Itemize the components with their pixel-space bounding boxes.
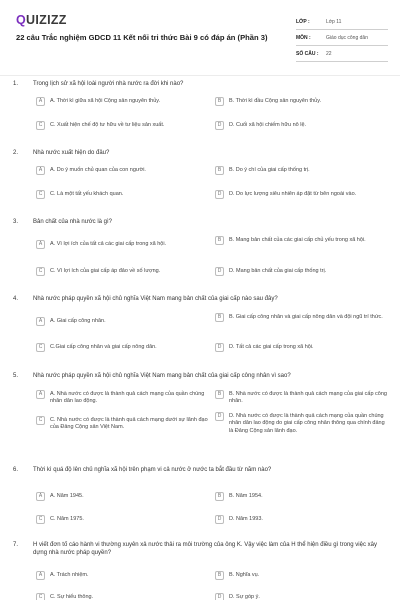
meta-question-count: SỐ CÂU : 22 <box>296 46 388 62</box>
option-d[interactable]: D D. Năm 1993. <box>215 516 389 524</box>
question-number: 4. <box>13 296 19 302</box>
option-c[interactable]: C C. Xuất hiện chế độ tư hữu về tư liệu sản xuất. <box>36 122 210 130</box>
worksheet-meta <box>296 14 388 62</box>
option-b[interactable]: B B. Do ý chí của giai cấp thống trị. <box>215 167 389 175</box>
option-d[interactable]: D D. Sự góp ý. <box>215 594 389 600</box>
option-a[interactable]: A A. Thời kì giữa xã hội Cộng sản nguyên thủy. <box>36 98 210 106</box>
question-number: 7. <box>13 542 19 548</box>
question-text: Thời kì quá độ lên chủ nghĩa xã hội trên phạm vi cả nước ở nước ta bắt đầu từ năm nào? <box>33 467 272 473</box>
meta-subject: MÔN : Giáo dục công dân <box>296 30 388 46</box>
option-b[interactable]: B B. Nghĩa vụ. <box>215 572 389 580</box>
option-d[interactable]: D D. Do lực lượng siêu nhiên áp đặt từ bên ngoài vào. <box>215 191 389 199</box>
question-number: 2. <box>13 150 19 156</box>
quizizz-logo: QUIZIZZ <box>16 13 67 27</box>
option-d[interactable]: D D. Tất cả các giai cấp trong xã hội. <box>215 344 389 352</box>
worksheet-title: 22 câu Trắc nghiệm GDCD 11 Kết nối tri thức Bài 9 có đáp án (Phần 3) <box>16 33 268 42</box>
question-number: 1. <box>13 81 19 87</box>
option-c[interactable]: C C. Năm 1975. <box>36 516 210 524</box>
option-b[interactable]: B B. Năm 1954. <box>215 493 389 501</box>
worksheet-header <box>0 0 400 68</box>
option-d[interactable]: D D. Cuối xã hội chiếm hữu nô lệ. <box>215 122 389 130</box>
option-b[interactable]: B B. Thời kì đầu Cộng sản nguyên thủy. <box>215 98 389 106</box>
question-number: 3. <box>13 219 19 225</box>
option-c[interactable]: C C. Nhà nước có được là thành quả cách mạng dưới sự lãnh đạo của Đảng Cộng sản Việt Nam. <box>36 417 210 432</box>
option-b[interactable]: B B. Mang bản chất của các giai cấp chủ yếu trong xã hội. <box>215 237 389 245</box>
option-c[interactable]: C C.Giai cấp công nhân và giai cấp nông dân. <box>36 344 210 352</box>
option-a[interactable]: A A. Trách nhiệm. <box>36 572 210 580</box>
question-text: Nhà nước pháp quyền xã hội chủ nghĩa Việt Nam mang bản chất của giai cấp nào sau đây? <box>33 296 278 302</box>
option-c[interactable]: C C. Là một tất yếu khách quan. <box>36 191 210 199</box>
question-text: Nhà nước pháp quyền xã hội chủ nghĩa Việt Nam mang bản chất của giai cấp công nhân vì sao? <box>33 373 291 379</box>
option-b[interactable]: B B. Nhà nước có được là thành quả cách mạng của giai cấp công nhân. <box>215 391 389 406</box>
option-b[interactable]: B B. Giai cấp công nhân và giai cấp nông dân và đội ngũ trí thức. <box>215 314 389 322</box>
option-a[interactable]: A A. Năm 1945. <box>36 493 210 501</box>
option-c[interactable]: C C. Sự hiểu thông. <box>36 594 210 600</box>
question-text: Trong lịch sử xã hội loài người nhà nước ra đời khi nào? <box>33 81 184 87</box>
header-divider <box>0 75 400 76</box>
option-a[interactable]: A A. Do ý muốn chủ quan của con người. <box>36 167 210 175</box>
question-text: Bản chất của nhà nước là gì? <box>33 219 113 225</box>
option-c[interactable]: C C. Vì lợi ích của giai cấp áp đảo về số lượng. <box>36 268 210 276</box>
meta-class: LỚP : Lớp 11 <box>296 14 388 30</box>
question-number: 5. <box>13 373 19 379</box>
option-a[interactable]: A A. Giai cấp công nhân. <box>36 318 210 326</box>
question-text: H viết đơn tố cáo hành vi thường xuyên xả nước thải ra môi trường của ông K. Vậy việc làm của H thể hiện điều gì trong việc xây dựng nhà nước pháp quyền? <box>33 542 377 557</box>
option-d[interactable]: D D. Nhà nước có được là thành quả cách mạng của quần chúng nhân dân lao động do giai cấp công nhân thông qua chính đảng là Đảng Cộng sản lãnh đạo. <box>215 413 389 435</box>
option-d[interactable]: D D. Mang bản chất của giai cấp thống trị. <box>215 268 389 276</box>
option-a[interactable]: A A. Nhà nước có được là thành quả cách mạng của quần chúng nhân dân lao động. <box>36 391 210 406</box>
question-text: Nhà nước xuất hiện do đâu? <box>33 150 110 156</box>
question-number: 6. <box>13 467 19 473</box>
option-a[interactable]: A A. Vì lợi ích của tất cả các giai cấp trong xã hội. <box>36 241 210 249</box>
